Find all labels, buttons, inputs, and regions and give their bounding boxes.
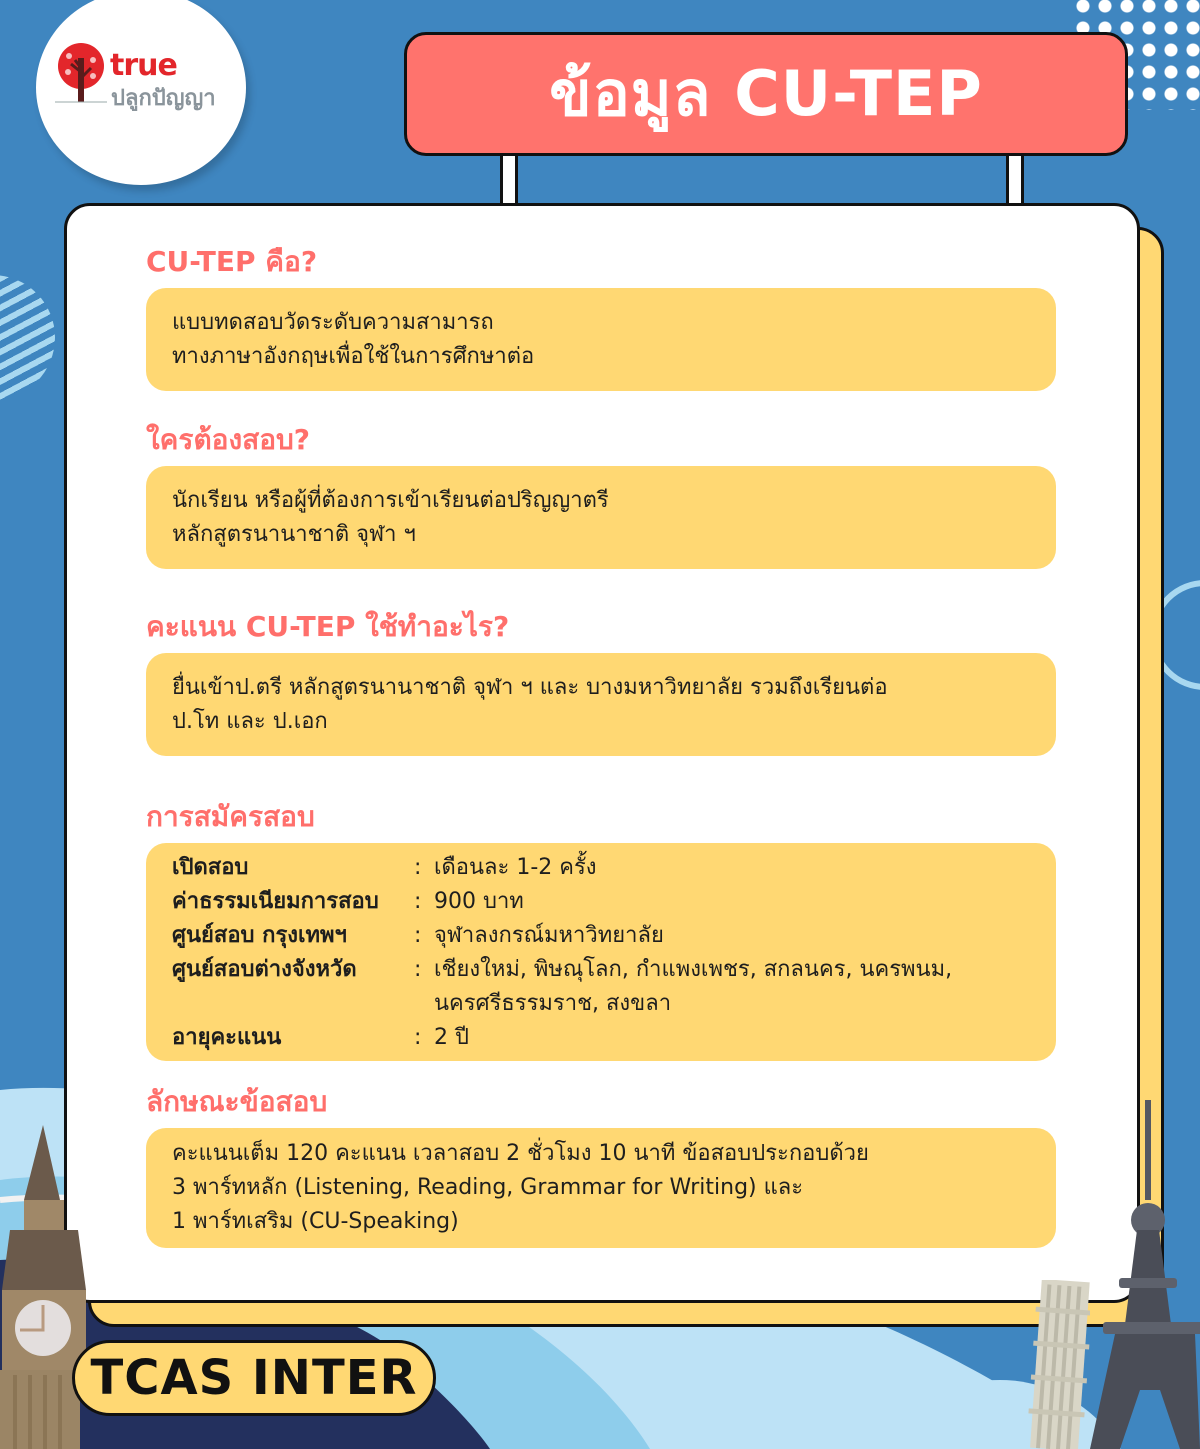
info-label: ศูนย์สอบต่างจังหวัด xyxy=(172,957,357,982)
tcas-inter-badge xyxy=(72,1340,436,1416)
text-line: ทางภาษาอังกฤษเพื่อใช้ในการศึกษาต่อ xyxy=(172,344,535,369)
info-row-provincial-centers xyxy=(172,953,1030,1021)
section-box-usage xyxy=(146,653,1056,756)
info-colon: : xyxy=(414,855,422,880)
info-colon: : xyxy=(414,923,422,948)
info-value-line: นครศรีธรรมราช, สงขลา xyxy=(434,991,672,1016)
text-line: 1 พาร์ทเสริม (CU-Speaking) xyxy=(172,1209,459,1234)
section-box-registration xyxy=(146,843,1056,1061)
section-heading-format: ลักษณะข้อสอบ xyxy=(146,1085,328,1118)
section-heading-usage: คะแนน CU-TEP ใช้ทำอะไร? xyxy=(146,610,510,643)
sign-post-left xyxy=(500,156,518,206)
text-line: ป.โท และ ป.เอก xyxy=(172,709,328,734)
info-row-exam-schedule xyxy=(172,851,1030,885)
section-box-what-is xyxy=(146,288,1056,391)
info-label: ค่าธรรมเนียมการสอบ xyxy=(172,889,379,914)
title-sign xyxy=(404,32,1128,156)
text-line: นักเรียน หรือผู้ที่ต้องการเข้าเรียนต่อปริญญาตรี xyxy=(172,488,609,513)
big-ben-illustration xyxy=(0,1125,90,1449)
section-heading-who: ใครต้องสอบ? xyxy=(146,423,311,456)
sign-post-right xyxy=(1006,156,1024,206)
info-colon: : xyxy=(414,1025,422,1050)
badge-label: TCAS INTER xyxy=(90,1350,418,1406)
info-colon: : xyxy=(414,889,422,914)
section-box-format xyxy=(146,1128,1056,1248)
info-value: จุฬาลงกรณ์มหาวิทยาลัย xyxy=(434,923,664,948)
info-value: เดือนละ 1-2 ครั้ง xyxy=(434,855,597,880)
info-row-bangkok-center xyxy=(172,919,1030,953)
info-row-score-validity xyxy=(172,1021,1030,1055)
info-value-line: เชียงใหม่, พิษณุโลก, กำแพงเพชร, สกลนคร, นครพนม, xyxy=(434,957,953,982)
info-value xyxy=(434,953,1030,1021)
section-box-who xyxy=(146,466,1056,569)
info-colon: : xyxy=(414,957,422,982)
text-line: 3 พาร์ทหลัก (Listening, Reading, Grammar for Writing) และ xyxy=(172,1175,804,1200)
info-value: 900 บาท xyxy=(434,889,524,914)
text-line: แบบทดสอบวัดระดับความสามารถ xyxy=(172,310,494,335)
text-line: คะแนนเต็ม 120 คะแนน เวลาสอบ 2 ชั่วโมง 10 นาที ข้อสอบประกอบด้วย xyxy=(172,1141,869,1166)
info-label: อายุคะแนน xyxy=(172,1025,282,1050)
leaning-tower-illustration xyxy=(1010,1280,1090,1449)
text-line: ยื่นเข้าป.ตรี หลักสูตรนานาชาติ จุฬา ฯ และ บางมหาวิทยาลัย รวมถึงเรียนต่อ xyxy=(172,675,888,700)
text-line: หลักสูตรนานาชาติ จุฬา ฯ xyxy=(172,522,416,547)
eiffel-tower-illustration xyxy=(1085,1100,1200,1449)
info-label: เปิดสอบ xyxy=(172,855,249,880)
section-heading-registration: การสมัครสอบ xyxy=(146,800,315,833)
logo-brand: true xyxy=(110,48,177,83)
info-value: 2 ปี xyxy=(434,1025,469,1050)
section-heading-what-is: CU-TEP คือ? xyxy=(146,245,318,278)
logo-subtitle: ปลูกปัญญา xyxy=(111,86,216,111)
tree-logo-icon xyxy=(55,42,107,104)
info-label: ศูนย์สอบ กรุงเทพฯ xyxy=(172,923,347,948)
page-title: ข้อมูล CU-TEP xyxy=(549,57,983,130)
info-row-fee xyxy=(172,885,1030,919)
